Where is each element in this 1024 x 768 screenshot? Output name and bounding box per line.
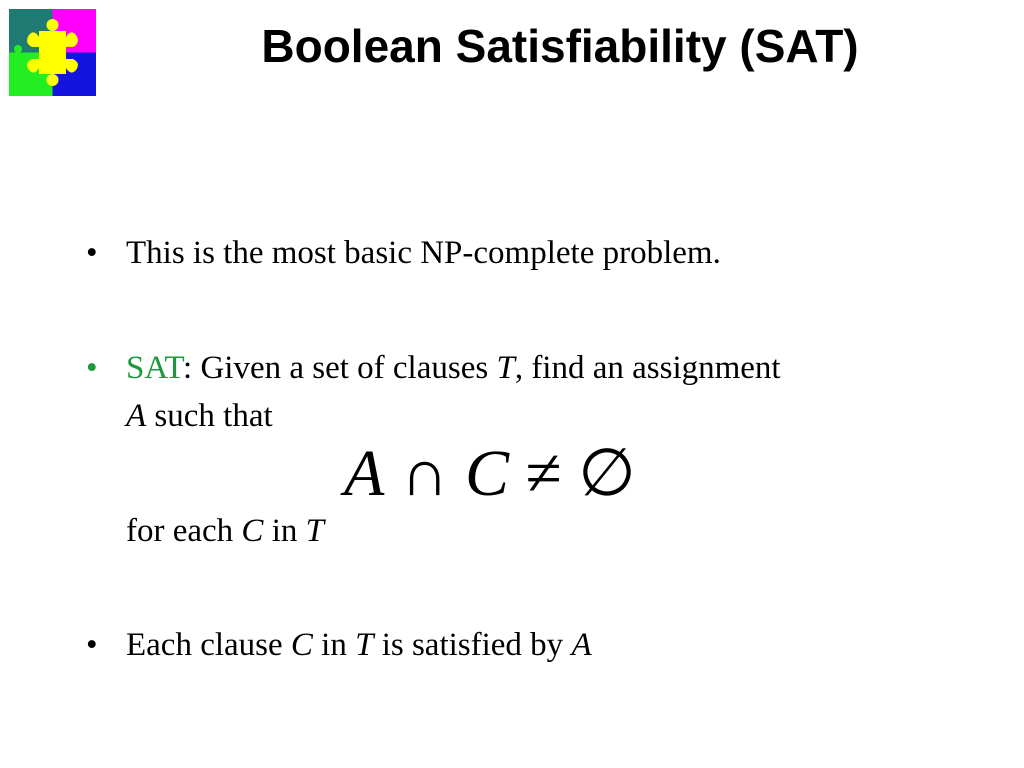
bullet-marker: • [86, 235, 98, 271]
bullet-text: in [312, 627, 356, 663]
bullet-marker: • [86, 350, 98, 386]
variable-t: T [355, 627, 374, 663]
set-formula [344, 432, 636, 516]
bullet-item-2 [86, 347, 781, 389]
bullet-continuation-line [126, 510, 324, 552]
bullet-item-3 [86, 624, 592, 666]
bullet-text: in [263, 513, 306, 549]
variable-a: A [126, 398, 147, 434]
bullet-continuation-line [126, 395, 273, 437]
variable-t: T [496, 350, 515, 386]
bullet-text: , find an assignment [514, 350, 781, 386]
variable-a: A [571, 627, 592, 663]
bullet-marker: • [86, 627, 98, 663]
variable-c: C [290, 627, 313, 663]
bullet-text: This is the most basic NP-complete problem. [126, 235, 721, 271]
not-equal-symbol: ≠ [525, 437, 562, 510]
bullet-text: such that [146, 398, 273, 434]
variable-t: T [305, 513, 324, 549]
intersection-symbol: ∩ [400, 437, 449, 510]
bullet-text: for each [126, 513, 242, 549]
formula-variable-a: A [344, 437, 385, 510]
formula-variable-c: C [465, 437, 510, 510]
bullet-item-1 [86, 232, 721, 274]
variable-c: C [241, 513, 264, 549]
slide-title: Boolean Satisfiability (SAT) [261, 20, 859, 72]
bullet-text: Each clause [126, 627, 291, 663]
bullet-text: : Given a set of clauses [183, 350, 497, 386]
empty-set-symbol: ∅ [578, 437, 636, 510]
sat-term: SAT [126, 350, 184, 386]
bullet-text: is satisfied by [373, 627, 572, 663]
